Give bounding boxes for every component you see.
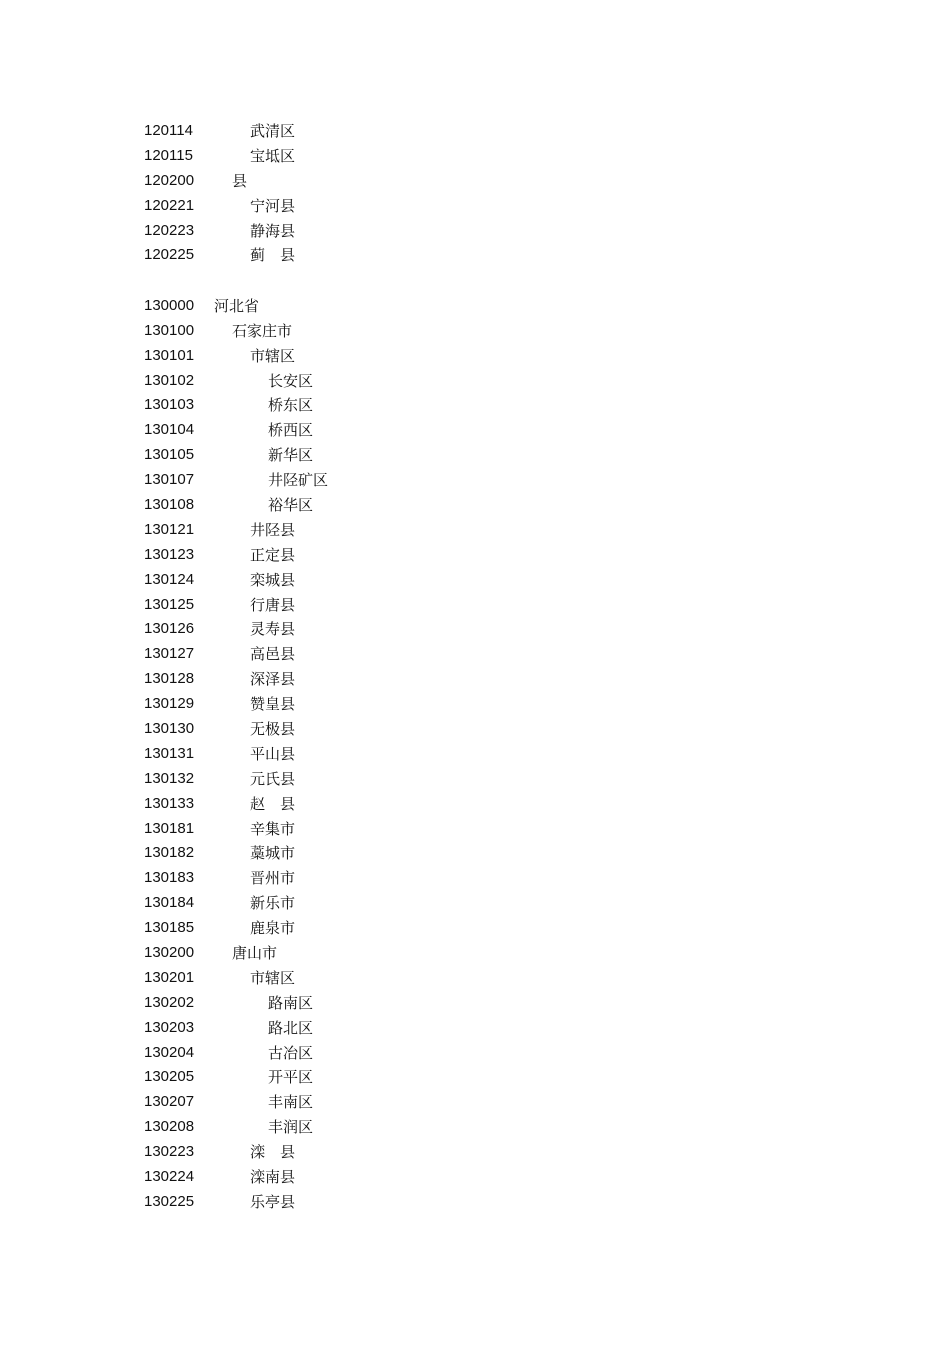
division-name: 宝坻区: [250, 146, 296, 165]
division-code: 120221: [144, 196, 195, 214]
division-name: 平山县: [250, 744, 296, 763]
division-code: 130124: [144, 570, 195, 588]
division-name: 高邑县: [250, 645, 296, 664]
division-code: 130100: [144, 321, 195, 339]
division-code: 130223: [144, 1143, 195, 1161]
division-name: 武清区: [250, 122, 296, 140]
division-code: 130130: [144, 719, 195, 737]
division-name: 灵寿县: [250, 620, 296, 639]
division-name: 路北区: [268, 1018, 314, 1037]
division-name: 辛集市: [250, 819, 296, 838]
division-code: 130181: [144, 819, 195, 837]
division-name: 石家庄市: [232, 321, 293, 340]
division-code: 130183: [144, 869, 195, 887]
division-code: 130205: [144, 1068, 195, 1086]
division-name: 蓟 县: [250, 246, 296, 265]
division-code: 130000: [144, 296, 195, 314]
division-code: 130107: [144, 471, 195, 489]
division-code: 130127: [144, 645, 195, 663]
division-name: 丰润区: [268, 1118, 314, 1137]
division-code: 130204: [144, 1043, 195, 1061]
division-name: 丰南区: [268, 1093, 314, 1112]
division-name: 深泽县: [250, 670, 296, 689]
division-name: 河北省: [214, 296, 260, 315]
division-name: 正定县: [250, 545, 296, 564]
division-code: 130103: [144, 396, 195, 414]
division-name: 桥西区: [268, 421, 314, 440]
division-code: 130225: [144, 1192, 195, 1210]
division-name: 市辖区: [250, 968, 296, 987]
division-code: 120225: [144, 246, 195, 264]
division-name: 晋州市: [250, 869, 296, 888]
division-name: 行唐县: [250, 595, 296, 614]
division-name: 元氏县: [250, 769, 296, 788]
division-name: 县: [232, 171, 248, 190]
division-code: 130121: [144, 520, 195, 538]
division-code: 130201: [144, 968, 195, 986]
division-code: 130182: [144, 844, 195, 862]
division-name: 藁城市: [250, 844, 296, 863]
division-name: 乐亭县: [250, 1192, 296, 1211]
division-name: 桥东区: [268, 396, 314, 415]
division-name: 井陉县: [250, 520, 296, 539]
division-code: 130129: [144, 695, 195, 713]
division-name: 赵 县: [250, 794, 296, 813]
division-name: 长安区: [268, 371, 314, 390]
division-name: 开平区: [268, 1068, 314, 1087]
division-name: 滦南县: [250, 1168, 296, 1187]
division-code: 130132: [144, 769, 195, 787]
division-code: 130102: [144, 371, 195, 389]
division-name: 裕华区: [268, 495, 314, 514]
division-code: 120115: [144, 146, 193, 164]
division-name: 栾城县: [250, 570, 296, 589]
division-code: 130125: [144, 595, 195, 613]
division-code: 130104: [144, 421, 195, 439]
division-code: 130133: [144, 794, 195, 812]
division-code: 130200: [144, 944, 195, 961]
division-code: 130208: [144, 1118, 195, 1136]
division-code: 120223: [144, 221, 195, 239]
division-code: 130207: [144, 1093, 195, 1111]
division-name: 唐山市: [232, 944, 278, 962]
division-name: 静海县: [250, 221, 296, 240]
division-code: 130108: [144, 495, 195, 513]
division-code: 130128: [144, 670, 195, 688]
division-code: 130131: [144, 744, 195, 762]
division-name: 市辖区: [250, 346, 296, 365]
division-code: 120114: [144, 122, 193, 139]
division-name: 鹿泉市: [250, 919, 296, 938]
division-code: 130101: [144, 346, 195, 364]
division-code: 130224: [144, 1168, 195, 1186]
division-code: 130105: [144, 446, 195, 464]
division-name: 无极县: [250, 719, 296, 738]
division-name: 赞皇县: [250, 695, 296, 714]
division-code: 130123: [144, 545, 195, 563]
division-name: 宁河县: [250, 196, 296, 215]
division-name: 新华区: [268, 446, 314, 465]
division-name: 滦 县: [250, 1143, 296, 1162]
division-code: 130202: [144, 993, 195, 1011]
division-name: 新乐市: [250, 894, 296, 913]
division-name: 路南区: [268, 993, 314, 1012]
division-code: 130126: [144, 620, 195, 638]
division-code: 120200: [144, 171, 195, 189]
division-name: 古冶区: [268, 1043, 314, 1062]
division-code: 130184: [144, 894, 195, 912]
division-code: 130185: [144, 919, 195, 937]
division-name: 井陉矿区: [268, 471, 329, 490]
division-code: 130203: [144, 1018, 195, 1036]
